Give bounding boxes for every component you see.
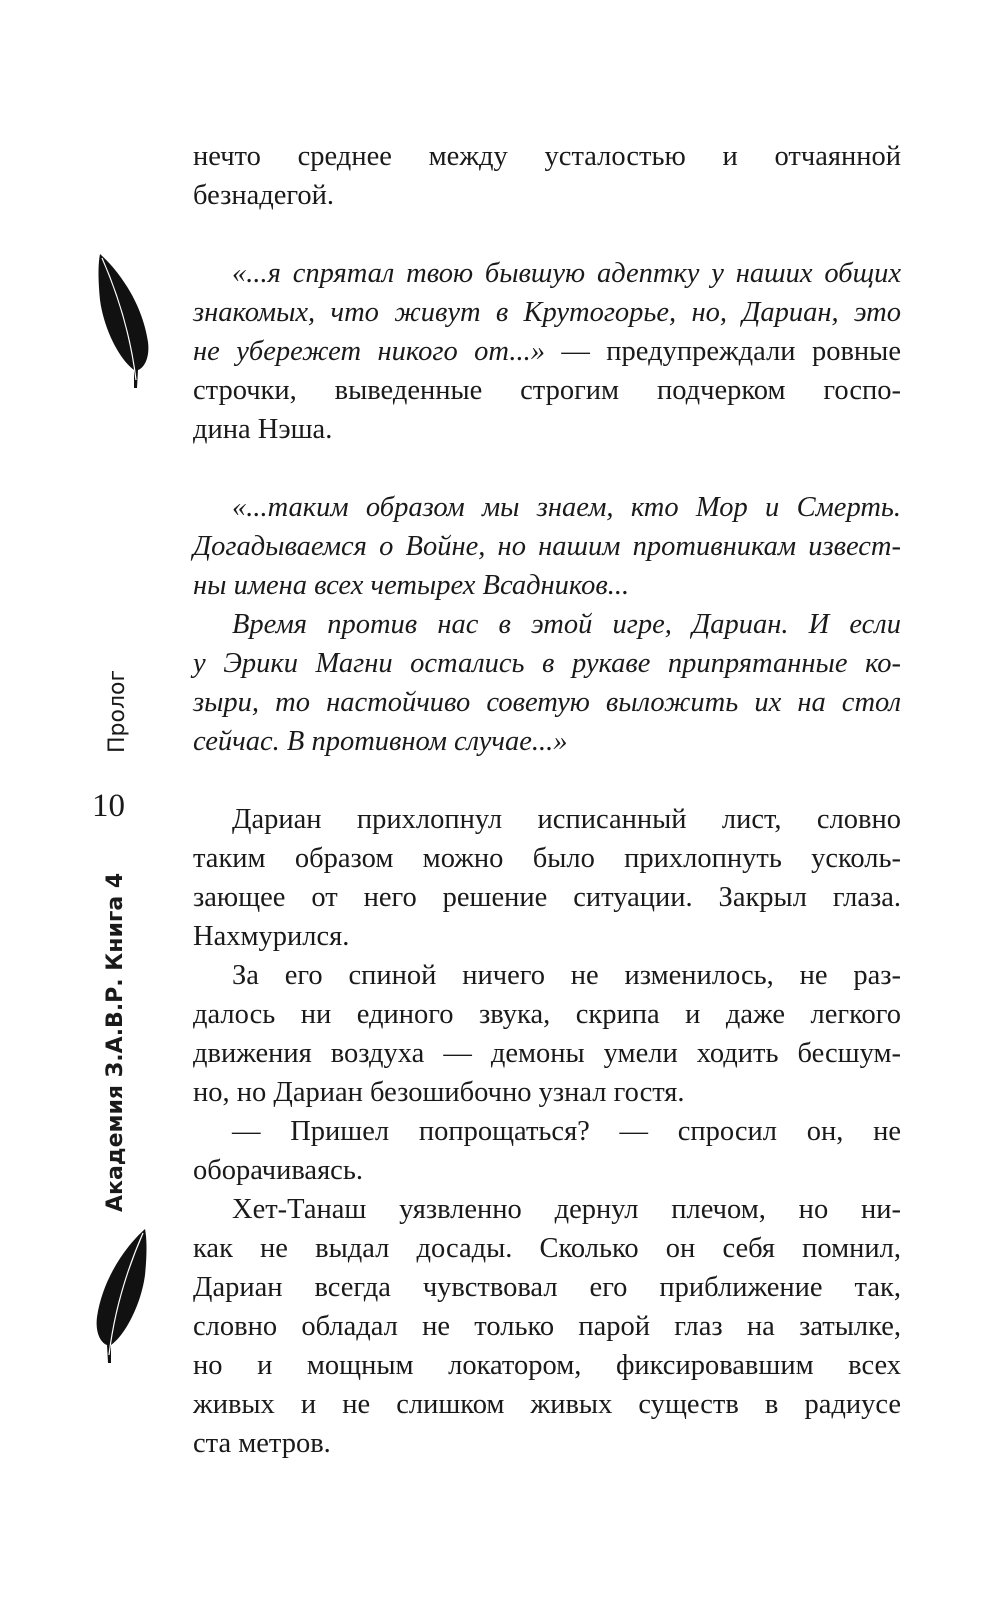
text-line: строчки, выведенные строгим подчерком госпо- [193,375,901,406]
feather-icon [90,1225,155,1365]
text-line: — Пришел попрощаться? — спросил он, не [232,1116,901,1147]
text-line: «...таким образом мы знаем, кто Мор и Смерть. [232,492,901,523]
text-line: сейчас. В противном случае...» [193,726,568,757]
text-line: зающее от него решение ситуации. Закрыл глаза. [193,882,901,913]
text-line: ны имена всех четырех Всадников... [193,570,630,601]
text-line: оборачиваясь. [193,1155,363,1186]
book-title: Академия З.А.В.Р. Книга 4 [103,872,128,1212]
paragraph-letter-quote [193,605,901,761]
text-line: живых и не слишком живых существ в радиусе [193,1389,901,1420]
text-line: Догадываемся о Войне, но нашим противникам извест- [193,531,901,562]
text-line: словно обладал не только парой глаз на затылке, [193,1311,901,1342]
narration-fragment: — предупреждали ровные [544,336,901,367]
text-line: Дариан прихлопнул исписанный лист, словно [232,804,901,835]
text-line: нечто среднее между усталостью и отчаянной [193,141,901,172]
text-line: Нахмурился. [193,921,350,952]
text-line: «...я спрятал твою бывшую адептку у наших общих [232,258,901,289]
paragraph [193,800,901,956]
chapter-label: Пролог [105,669,130,753]
text-line: но, но Дариан безошибочно узнал гостя. [193,1077,685,1108]
text-line: Время против нас в этой игре, Дариан. И если [232,609,901,640]
feather-icon [90,250,155,390]
text-line: далось ни единого звука, скрипа и даже легкого [193,999,901,1030]
text-line: дина Нэша. [193,414,333,445]
paragraph [193,137,901,215]
text-line: знакомых, что живут в Крутогорье, но, Дариан, это [193,297,901,328]
text-line: ста метров. [193,1428,331,1459]
text-line: таким образом можно было прихлопнуть усколь- [193,843,901,874]
text-column [193,137,901,1463]
text-line: За его спиной ничего не изменилось, не раз- [232,960,901,991]
paragraph [193,1190,901,1463]
page-number: 10 [92,788,125,824]
text-line: зыри, то настойчиво советую выложить их на стол [193,687,901,718]
quote-fragment: не убережет никого от...» [193,336,545,367]
text-line: безнадегой. [193,180,335,211]
text-line: у Эрики Магни остались в рукаве припрятанные ко- [193,648,901,679]
paragraph-letter-quote [193,488,901,605]
paragraph-dialogue [193,1112,901,1190]
text-line: Дариан всегда чувствовал его приближение так, [193,1272,901,1303]
text-line: но и мощным локатором, фиксировавшим всех [193,1350,901,1381]
text-line: движения воздуха — демоны умели ходить бесшум- [193,1038,901,1069]
text-line: как не выдал досады. Сколько он себя помнил, [193,1233,901,1264]
paragraph-letter-quote [193,254,901,449]
paragraph [193,956,901,1112]
text-line [193,332,901,371]
text-line: Хет-Танаш уязвленно дернул плечом, но ни- [232,1194,901,1225]
